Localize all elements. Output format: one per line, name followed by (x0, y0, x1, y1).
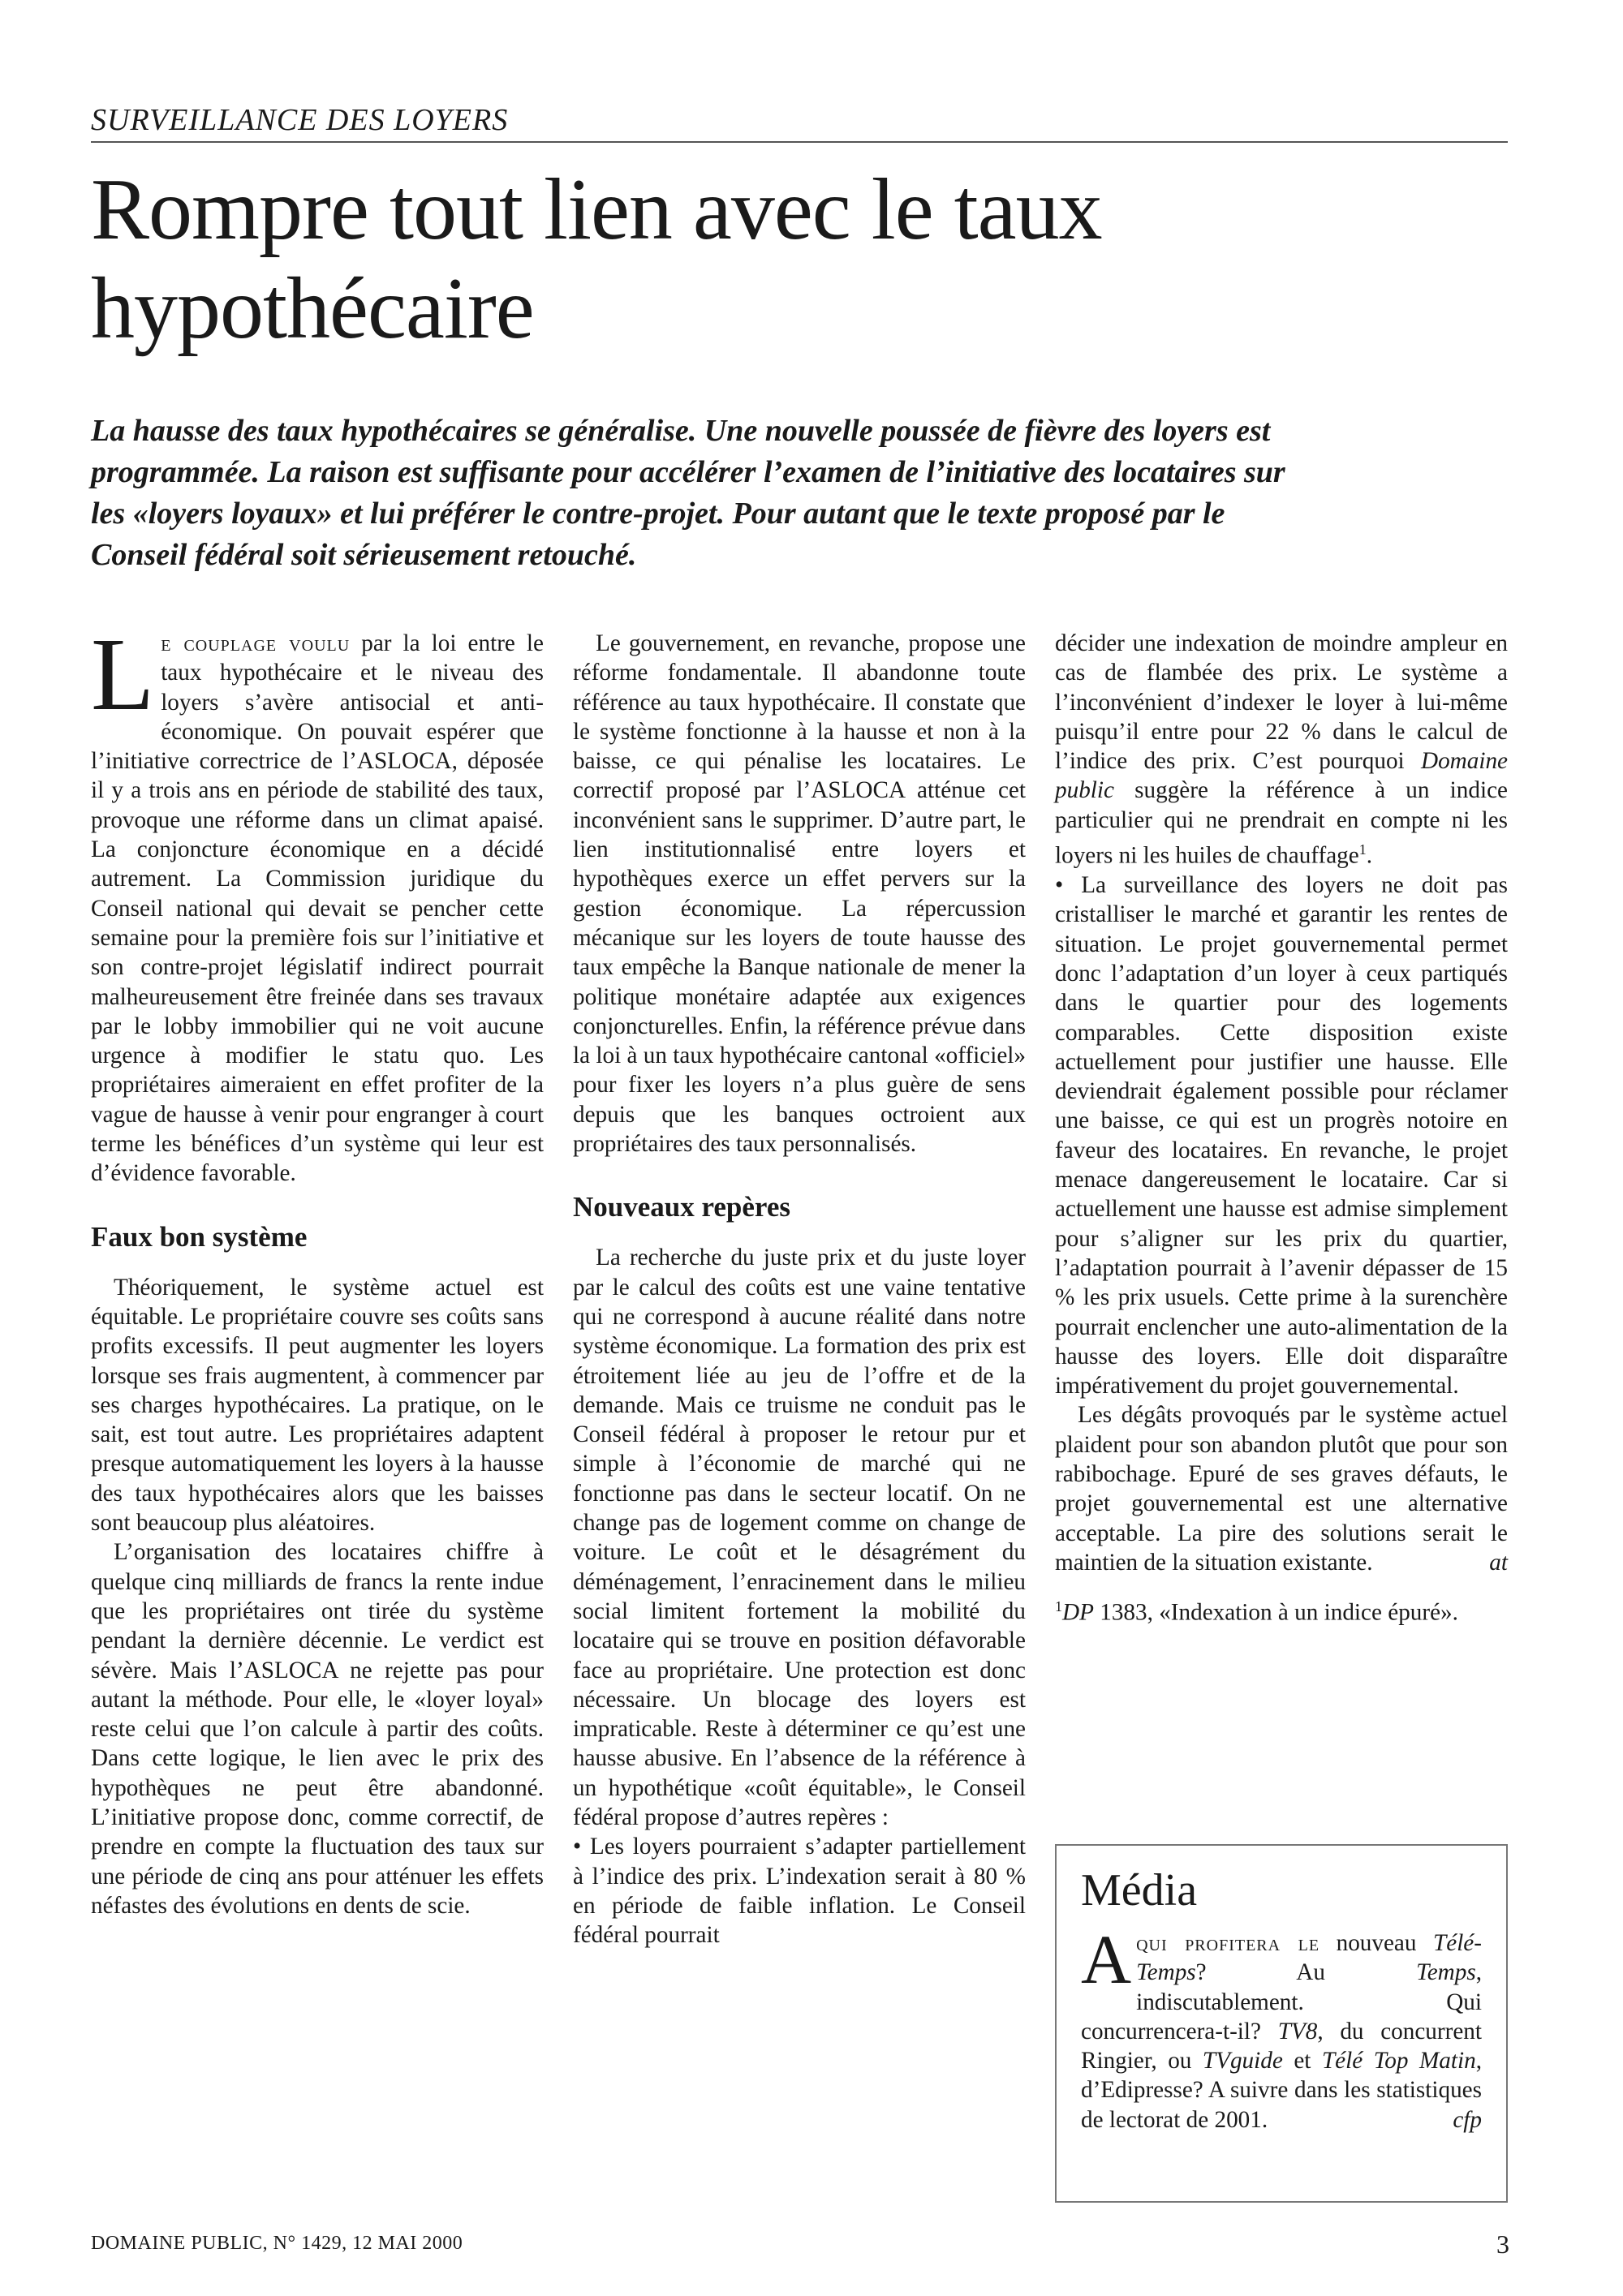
chapeau: La hausse des taux hypothécaires se généralise. Une nouvelle poussée de fièvre des loyers est programmée. La raison est suffisante pour accélérer l’examen de l’initiative des locataires sur les «loyers loyaux» et lui préférer le contre-projet. Pour autant que le texte proposé par le Conseil fédéral soit sérieusement retouché. (91, 414, 1285, 572)
media-box-title: Média (1081, 1865, 1198, 1915)
col3-p1-b: suggère la référence à un indice particulier qui ne prendrait en compte ni les loyers ni les huiles de chauffage (1055, 777, 1508, 869)
col3-paragraph-3 (1055, 1400, 1508, 1577)
col3-p1-italic: Domaine public (1055, 748, 1508, 804)
media-drop-cap: A (1081, 1920, 1132, 1998)
col3-p3-text: Les dégâts provoqués par le système actuel plaident pour son abandon plutôt que pour son rabibochage. Epuré de ses graves défauts, le projet gouvernemental est une alternative acceptable. La pire des solutions serait le maintien de la situation existante. (1055, 1402, 1508, 1576)
col3-paragraph-1 (1055, 629, 1508, 871)
col3-bullet-2: • La surveillance des loyers ne doit pas cristalliser le marché et garantir les rentes de situation. Le projet gouvernemental permet donc l’adaptation d’un loyer à ceux partiqués dans le quartier pour des logements comparables. Cette disposition existe actuellement pour justifier une hausse. Elle deviendrait également possible pour réclamer une baisse, ce qui est un progrès notoire en faveur des locataires. En revanche, le projet menace dangereusement le locataire. Car si actuellement une hausse est admise simplement pour s’aligner sur les prix du quartier, l’adaptation pourrait à l’avenir dépasser de 15 % les prix usuels. Cette prime à la surenchère pourrait enclencher une auto-alimentation de la hausse des loyers. Elle doit disparaître impérativement du projet gouvernemental. (1055, 872, 1508, 1400)
column-2 (573, 629, 1026, 1950)
media-box (1055, 1844, 1508, 2203)
footnote-ref: 1 (1358, 841, 1367, 858)
footnote-italic: DP (1062, 1599, 1094, 1626)
media-text-f: , d’Edipresse? A suivre dans les statistiques de lectorat de 2001. (1081, 2048, 1482, 2133)
col1-paragraph-3: L’organisation des locataires chiffre à quelque cinq milliards de francs la rente indue que les propriétaires ont tirée du système pendant la dernière décennie. Le verdict est sévère. Mais l’ASLOCA ne rejette pas pour autant la méthode. Pour elle, le «loyer loyal» reste celui que l’on calcule à partir des coûts. Dans cette logique, le lien avec le prix des hypothèques ne peut être abandonné. L’initiative propose donc, comme correctif, de prendre en compte la fluctuation des taux sur une période de cinq ans pour atténuer les effets néfastes des évolutions en dents de scie. (91, 1539, 544, 1919)
media-italic-4: TVguide (1202, 2048, 1283, 2075)
media-italic-5: Télé Top Matin (1321, 2048, 1476, 2075)
col2-paragraph-2: La recherche du juste prix et du juste loyer par le calcul des coûts est une vaine tentative qui ne correspond à aucune réalité dans notre système économique. La formation des prix est étroitement liée au jeu de l’offre et de la demande. Mais ce truisme ne conduit pas le Conseil fédéral à proposer le retour pur et simple à l’économie de marché qui ne fonctionne pas dans le secteur locatif. On ne change pas de logement comme on change de voiture. Le coût et le désagrément du déménagement, l’enracinement dans le milieu social limitent fortement la mobilité du locataire qui se trouve en position défavorable face au propriétaire. Une protection est donc nécessaire. Un blocage des loyers est impraticable. Reste à déterminer ce qu’est une hausse abusive. En l’absence de la référence à un hypothétique «coût équitable», le Conseil fédéral propose d’autres repères : (573, 1245, 1026, 1830)
media-text-e: et (1282, 2048, 1322, 2075)
author-signature: at (1489, 1549, 1508, 1576)
lead-smallcaps: e couplage voulu (161, 630, 351, 656)
footnote-text: 1383, «Indexation à un indice épuré». (1093, 1599, 1458, 1626)
subhead-nouveaux-reperes: Nouveaux repères (573, 1191, 790, 1223)
headline: Rompre tout lien avec le taux hypothécaire (91, 161, 1102, 357)
media-italic-2: Temps (1416, 1959, 1476, 1986)
media-italic-1: Télé-Temps (1136, 1930, 1482, 1986)
col1-p1-text: par la loi entre le taux hypothécaire et le niveau des loyers s’avère antisocial et anti-économique. On pouvait espérer que l’initiative correctrice de l’ASLOCA, déposée il y a trois ans en période de stabilité des taux, provoque une réforme dans un climat apaisé. La conjoncture économique en a décidé autrement. La Commission juridique du Conseil national qui devait se pencher cette semaine pour la première fois sur l’initiative et son contre-projet législatif indirect pourrait malheureusement être freinée dans ses travaux par le lobby immobilier qui ne voit aucune urgence à modifier le statu quo. Les propriétaires aimeraient en effet profiter de la vague de hausse à venir pour engranger à court terme les bénéfices d’un système qui leur est d’évidence favorable. (91, 630, 544, 1187)
col3-p1-a: décider une indexation de moindre ampleur en cas de flambée des prix. Le système a l’inconvénient d’indexer le loyer à lui-même puisqu’il entre pour 22 % dans le calcul de l’indice des prix. C’est pourquoi (1055, 630, 1508, 775)
col1-paragraph-1 (91, 617, 544, 1189)
media-lead-smallcaps: qui profitera le (1136, 1930, 1320, 1956)
footnote (1055, 1592, 1508, 1627)
rubric: SURVEILLANCE DES LOYERS (91, 102, 1508, 143)
column-1 (91, 617, 544, 1920)
col2-bullet-1: • Les loyers pourraient s’adapter partiellement à l’indice des prix. L’indexation serait à 80 % en période de faible inflation. Le Conseil fédéral pourrait (573, 1834, 1026, 1949)
media-box-text (1081, 1920, 1482, 2135)
media-italic-3: TV8 (1277, 2018, 1318, 2044)
media-text-b: ? Au (1195, 1959, 1417, 1986)
column-3 (1055, 629, 1508, 1627)
media-text-d: , du concurrent Ringier, ou (1081, 2018, 1482, 2075)
col1-paragraph-2: Théoriquement, le système actuel est équitable. Le propriétaire couvre ses coûts sans profits excessifs. Il peut augmenter les loyers lorsque ses frais augmentent, à commencer par ses charges hypothécaires. La pratique, on le sait, est tout autre. Les propriétaires adaptent presque automatiquement les loyers à la hausse des taux hypothécaires alors que les baisses sont beaucoup plus aléatoires. (91, 1274, 544, 1537)
footnote-number: 1 (1055, 1598, 1062, 1615)
col3-p1-end: . (1366, 842, 1373, 869)
drop-cap: L (91, 617, 155, 732)
media-text-c: , indiscutablement. Qui concurrencera-t-il? (1081, 1959, 1482, 2044)
page-number: 3 (1496, 2229, 1509, 2259)
footer-publication: DOMAINE PUBLIC, N° 1429, 12 MAI 2000 (91, 2233, 463, 2254)
subhead-faux-bon-systeme: Faux bon système (91, 1220, 308, 1253)
media-text-a: nouveau (1319, 1930, 1434, 1956)
media-signature: cfp (1453, 2106, 1482, 2133)
col2-paragraph-1: Le gouvernement, en revanche, propose une réforme fondamentale. Il abandonne toute référence au taux hypothécaire. Il constate que le système fonctionne à la hausse et non à la baisse, ce qui pénalise les locataires. Le correctif proposé par l’ASLOCA atténue cet inconvénient sans le supprimer. D’autre part, le lien institutionnalisé entre loyers et hypothèques exerce un effet pervers sur la gestion économique. La répercussion mécanique sur les loyers de toute hausse des taux empêche la Banque nationale de mener la politique monétaire adaptée aux exigences conjoncturelles. Enfin, la référence prévue dans la loi à un taux hypothécaire cantonal «officiel» pour fixer les loyers n’a plus guère de sens depuis que les banques octroient aux propriétaires des taux personnalisés. (573, 630, 1026, 1158)
